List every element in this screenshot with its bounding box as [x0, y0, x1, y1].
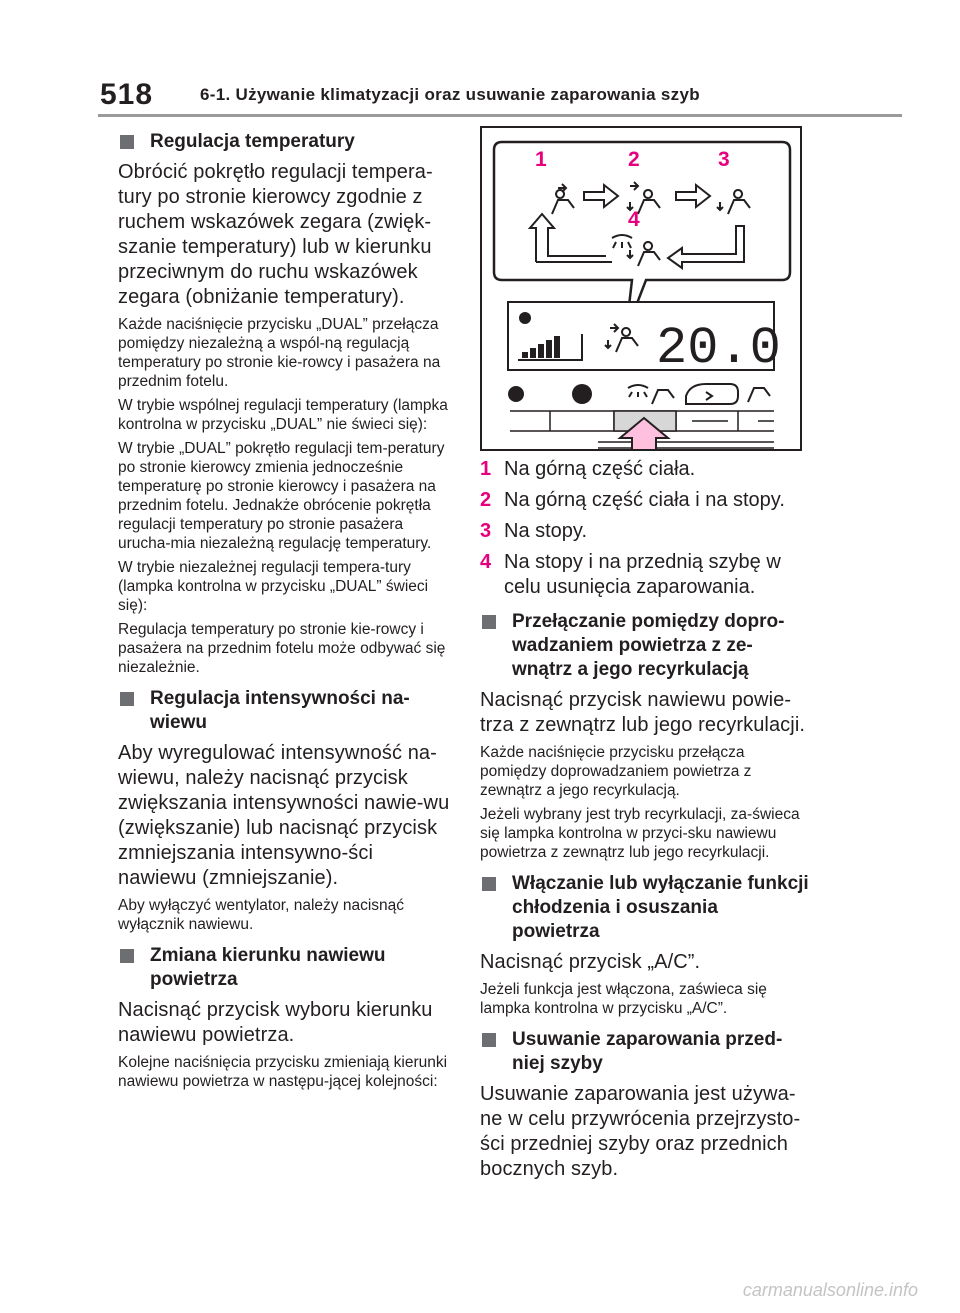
section-heading-mode: Zmiana kierunku nawiewu powietrza [118, 944, 452, 992]
section-heading-fan: Regulacja intensywności na-wiewu [118, 687, 452, 735]
section-heading-defrost: Usuwanie zaparowania przed-niej szyby [480, 1028, 810, 1076]
diagram-label-2: 2 [628, 148, 640, 171]
note-shared-mode: W trybie wspólnej regulacji temperatury (lampka kontrolna w przycisku „DUAL” nie świeci się): [118, 397, 448, 433]
recirculation-body: Nacisnąć przycisk nawiewu powie-trza z zewnątrz lub jego recyrkulacji. [480, 689, 806, 736]
diagram-drawing [480, 126, 802, 451]
step-item: 3 Na stopy. [480, 520, 587, 542]
watermark: carmanualsonline.info [742, 1280, 918, 1300]
note-dual: Każde naciśnięcie przycisku „DUAL” przełącza pomiędzy niezależną a wspól-ną regulacją temperatury po stronie kie-rowcy i pasażera na przednim fotelu. [118, 316, 441, 390]
fan-down-icon [508, 386, 524, 402]
fan-body: Aby wyregulować intensywność na-wiewu, należy nacisnąć przycisk zwiększania intensywności nawie-wu (zwiększanie) lub nacisnąć przycisk zmniejszania intensywno-ści nawiewu (zmniejszanie). [118, 742, 450, 889]
section-heading-temperature: Regulacja temperatury [118, 130, 452, 154]
recirculation-note-2: Jeżeli wybrany jest tryb recyrkulacji, za-świeca się lampka kontrolna w przyci-sku nawiewu powietrza z zewnątrz lub jego recyrkulacji. [480, 806, 800, 861]
diagram-label-3: 3 [718, 148, 730, 171]
bullet-square-icon [482, 615, 496, 629]
page-number: 518 [100, 78, 154, 111]
header-rule [98, 114, 902, 117]
bullet-square-icon [482, 877, 496, 891]
right-column [480, 124, 810, 1182]
note-independent-detail: Regulacja temperatury po stronie kie-rowcy i pasażera na przednim fotelu może odbywać się niezależnie. [118, 621, 446, 676]
fan-note: Aby wyłączyć wentylator, należy nacisnąć wyłącznik nawiewu. [118, 897, 405, 933]
section-heading-ac: Włączanie lub wyłączanie funkcji chłodzenia i osuszania powietrza [480, 872, 810, 944]
mode-note: Kolejne naciśnięcia przycisku zmieniają kierunki nawiewu powietrza w następu-jącej kolejności: [118, 1054, 448, 1090]
defrost-body: Usuwanie zaparowania jest używa-ne w celu przywrócenia przejrzysto-ści przedniej szyby oraz przednich bocznych szyb. [480, 1083, 801, 1180]
airflow-steps [480, 457, 810, 600]
step-item: 4 Na stopy i na przednią szybę w celu usunięcia zaparowania. [480, 551, 781, 598]
chapter-title: 6-1. Używanie klimatyzacji oraz usuwanie zaparowania szyb [200, 85, 700, 104]
bullet-square-icon [120, 135, 134, 149]
diagram-label-4: 4 [628, 208, 640, 231]
page-header [0, 0, 960, 118]
bullet-square-icon [120, 949, 134, 963]
airflow-mode-diagram [480, 126, 802, 451]
left-column [118, 124, 452, 1091]
recirculation-note-1: Każde naciśnięcie przycisku przełącza pomiędzy doprowadzaniem powietrza z zewnątrz a jego recyrkulacją. [480, 744, 752, 799]
ac-body: Nacisnąć przycisk „A/C”. [480, 951, 701, 973]
fan-up-icon [572, 384, 592, 404]
bullet-square-icon [120, 692, 134, 706]
step-item: 1 Na górną część ciała. [480, 458, 696, 480]
step-item: 2 Na górną część ciała i na stopy. [480, 489, 785, 511]
display-fan-icon [519, 312, 531, 324]
section-heading-recirculation: Przełączanie pomiędzy dopro-wadzaniem powietrza z ze-wnątrz a jego recyrkulacją [480, 610, 810, 682]
diagram-label-1: 1 [535, 148, 547, 171]
note-shared-detail: W trybie „DUAL” pokrętło regulacji tem-peratury po stronie kierowcy zmienia jednocześnie temperaturę po stronie kierowcy i pasażera na przednim fotelu. Jednakże obrócenie pokrętła regulacji temperatury po stronie pasażera urucha-mia niezależną regulację temperatury. [118, 440, 445, 552]
bullet-square-icon [482, 1033, 496, 1047]
temperature-body: Obrócić pokrętło regulacji tempera-tury po stronie kierowcy zgodnie z ruchem wskazówek zegara (zwięk-szanie temperatury) lub w kierunku przeciwnym do ruchu wskazówek zegara (obniżanie temperatury). [118, 161, 433, 308]
mode-body: Nacisnąć przycisk wyboru kierunku nawiewu powietrza. [118, 999, 433, 1046]
display-temperature: 20.0 [656, 319, 781, 378]
ac-note: Jeżeli funkcja jest włączona, zaświeca się lampka kontrolna w przycisku „A/C”. [480, 981, 767, 1017]
note-independent-mode: W trybie niezależnej regulacji tempera-tury (lampka kontrolna w przycisku „DUAL” świeci się): [118, 559, 429, 614]
